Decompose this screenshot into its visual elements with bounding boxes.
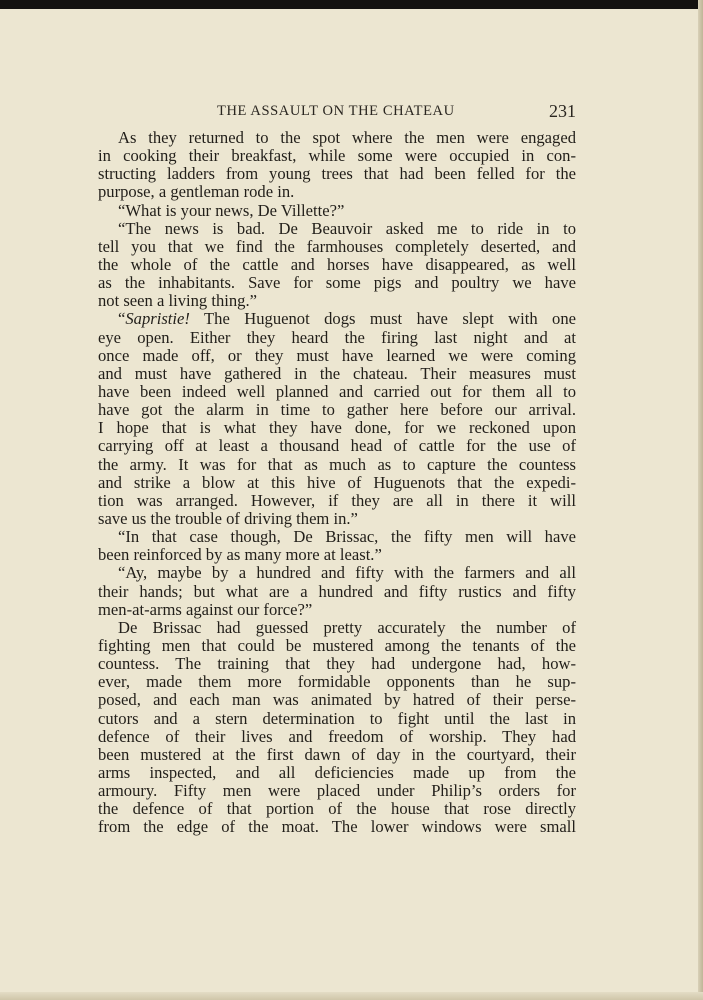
running-head	[98, 101, 576, 123]
text-line: from the edge of the moat. The lower windows were small	[98, 817, 576, 837]
text-line: fighting men that could be mustered among the tenants of the	[98, 635, 576, 655]
text-line: the army. It was for that as much as to capture the countess	[98, 454, 576, 474]
text-line: not seen a living thing.”	[98, 291, 257, 311]
text-line: tell you that we find the farmhouses completely deserted, and	[98, 236, 576, 256]
text-line: the defence of that portion of the house that rose directly	[98, 799, 576, 819]
text-line: “In that case though, De Brissac, the fifty men will have	[118, 527, 576, 547]
text-line: countess. The training that they had undergone had, how-	[98, 654, 576, 674]
text-line: arms inspected, and all deficiencies made up from the	[98, 762, 576, 782]
text-line: armoury. Fifty men were placed under Philip’s orders for	[98, 781, 576, 801]
italic-exclamation: Sapristie!	[125, 309, 190, 329]
line-remainder: The Huguenot dogs must have slept with one	[189, 309, 576, 329]
text-line: save us the trouble of driving them in.”	[98, 508, 358, 528]
text-line: the whole of the cattle and horses have disappeared, as well	[98, 254, 576, 274]
text-line: defence of their lives and freedom of worship. They had	[98, 726, 576, 746]
text-line: ever, made them more formidable opponents than he sup-	[98, 672, 576, 692]
scan-bottom-edge	[0, 992, 703, 1000]
text-line-with-italic: “Sapristie! The Huguenot dogs must have slept with one	[118, 309, 576, 329]
text-line: De Brissac had guessed pretty accurately the number of	[118, 617, 576, 637]
text-line: in cooking their breakfast, while some were occupied in con-	[98, 146, 576, 166]
text-line: men-at-arms against our force?”	[98, 599, 313, 619]
text-line: once made off, or they must have learned we were coming	[98, 345, 576, 365]
text-line: “The news is bad. De Beauvoir asked me to ride in to	[118, 218, 576, 238]
text-line: purpose, a gentleman rode in.	[98, 182, 295, 202]
page-fore-edge	[698, 0, 703, 1000]
text-line: have been indeed well planned and carried out for them all to	[98, 381, 576, 401]
text-line: been reinforced by as many more at least.”	[98, 545, 382, 565]
text-line: and strike a blow at this hive of Huguenots that the expedi-	[98, 472, 576, 492]
body-text	[98, 129, 576, 836]
page-number: 231	[549, 101, 576, 121]
text-line: eye open. Either they heard the firing last night and at	[98, 327, 576, 347]
scan-top-edge	[0, 0, 703, 9]
text-line: as the inhabitants. Save for some pigs and poultry we have	[98, 273, 576, 293]
text-line: tion was arranged. However, if they are all in there it will	[98, 490, 576, 510]
running-title: THE ASSAULT ON THE CHATEAU	[217, 103, 455, 119]
text-line: and must have gathered in the chateau. Their measures must	[98, 363, 576, 383]
text-line: structing ladders from young trees that had been felled for the	[98, 164, 576, 184]
text-line: posed, and each man was animated by hatred of their perse-	[98, 690, 576, 710]
text-line: carrying off at least a thousand head of cattle for the use of	[98, 436, 576, 456]
text-line: “Ay, maybe by a hundred and fifty with the farmers and all	[118, 563, 576, 583]
text-line: “What is your news, De Villette?”	[118, 200, 345, 220]
text-line: been mustered at the first dawn of day in the courtyard, their	[98, 744, 576, 764]
text-line: have got the alarm in time to gather here before our arrival.	[98, 400, 576, 420]
text-line: cutors and a stern determination to fight until the last in	[98, 708, 576, 728]
text-line: As they returned to the spot where the men were engaged	[118, 128, 576, 147]
text-line: I hope that is what they have done, for we reckoned upon	[98, 418, 576, 438]
text-line: their hands; but what are a hundred and fifty rustics and fifty	[98, 581, 576, 601]
